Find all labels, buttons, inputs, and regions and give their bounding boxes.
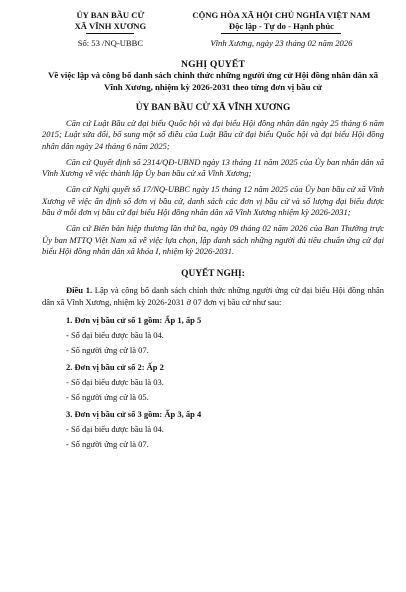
document-title: NGHỊ QUYẾT — [180, 59, 246, 70]
decision-heading: QUYẾT NGHỊ: — [181, 269, 245, 280]
legal-citation: Căn cứ Luật Bầu cử đại biểu Quốc hội và đại biểu Hội đồng nhân dân ngày 25 tháng 6 năm 2015; Luật sửa đổi, bổ sung một số điều của Luật Bầu cử đại biểu Quốc hội và đại biểu Hội đồng nhân dân ngày 24 tháng 6 năm 2025; — [42, 118, 384, 151]
article-1-text: Lập và công bố danh sách chính thức những người ứng cử đại biểu Hội đồng nhân dân xã Vĩnh Xương, nhiệm kỳ 2026-2031 ở 07 đơn vị bầu cử như sau: — [42, 285, 384, 307]
issuing-org-line1: ỦY BAN BẦU CỬ — [76, 10, 145, 20]
national-heading-block — [179, 10, 384, 49]
document-subject: Về việc lập và công bố danh sách chính thức những người ứng cử Hội đồng nhân dân xã Vĩnh Xương, nhiệm kỳ 2026-2031 theo từng đơn vị bầu cử — [48, 70, 378, 92]
document-number: Số: 53 /NQ-UBBC — [77, 38, 144, 48]
legal-citation: Căn cứ Biên bản hiệp thương lần thứ ba, ngày 09 tháng 02 năm 2026 của Ban Thường trực Ủy ban MTTQ Việt Nam xã về việc lựa chọn, lập danh sách những người đủ tiêu chuẩn ứng cử đại biểu Hội đồng nhân dân xã khóa I, nhiệm kỳ 2026-2031. — [42, 223, 384, 256]
document-header — [42, 10, 384, 49]
place-and-date: Vĩnh Xương, ngày 23 tháng 02 năm 2026 — [210, 38, 353, 48]
candidates-count: - Số người ứng cử là 05. — [66, 392, 149, 403]
electoral-unit-1 — [42, 315, 384, 355]
electoral-unit-title: 1. Đơn vị bầu cử số 1 gồm: Ấp 1, ấp 5 — [66, 315, 202, 326]
candidates-count: - Số người ứng cử là 07. — [66, 345, 149, 356]
org-underline — [86, 33, 134, 34]
electoral-unit-title: 2. Đơn vị bầu cử số 2: Ấp 2 — [66, 362, 164, 373]
delegates-count: - Số đại biểu được bầu là 03. — [66, 377, 164, 388]
electoral-unit-title: 3. Đơn vị bầu cử số 3 gồm: Ấp 3, ấp 4 — [66, 409, 202, 420]
legal-citation: Căn cứ Quyết định số 2314/QĐ-UBND ngày 13 tháng 11 năm 2025 của Ủy ban nhân dân xã Vĩnh Xương về việc thành lập Ủy ban bầu cử xã Vĩnh Xương; — [42, 156, 384, 179]
legal-citation: Căn cứ Nghị quyết số 17/NQ-UBBC ngày 15 tháng 12 năm 2025 của Ủy ban bầu cử xã Vĩnh Xương về việc ấn định số đơn vị bầu cử, danh sách các đơn vị bầu cử và số lượng đại biểu được bầu ở mỗi đơn vị bầu cử đại biểu Hội đồng nhân dân xã Vĩnh Xương nhiệm kỳ 2026-2031; — [42, 184, 384, 218]
issuing-org-line2: XÃ VĨNH XƯƠNG — [74, 21, 147, 31]
electoral-unit-3 — [42, 409, 384, 449]
national-motto: Độc lập - Tự do - Hạnh phúc — [228, 21, 334, 31]
issuing-authority-heading: ỦY BAN BẦU CỬ XÃ VĨNH XƯƠNG — [135, 103, 291, 113]
article-1 — [42, 285, 384, 308]
candidates-count: - Số người ứng cử là 07. — [66, 439, 149, 450]
nation-name: CỘNG HÒA XÃ HỘI CHỦ NGHĨA VIỆT NAM — [192, 10, 371, 20]
issuing-authority-block — [42, 10, 179, 49]
article-1-label: Điều 1. — [66, 285, 93, 296]
electoral-unit-2 — [42, 362, 384, 402]
delegates-count: - Số đại biểu được bầu là 04. — [66, 424, 164, 435]
motto-underline — [221, 33, 341, 34]
delegates-count: - Số đại biểu được bầu là 04. — [66, 330, 164, 341]
